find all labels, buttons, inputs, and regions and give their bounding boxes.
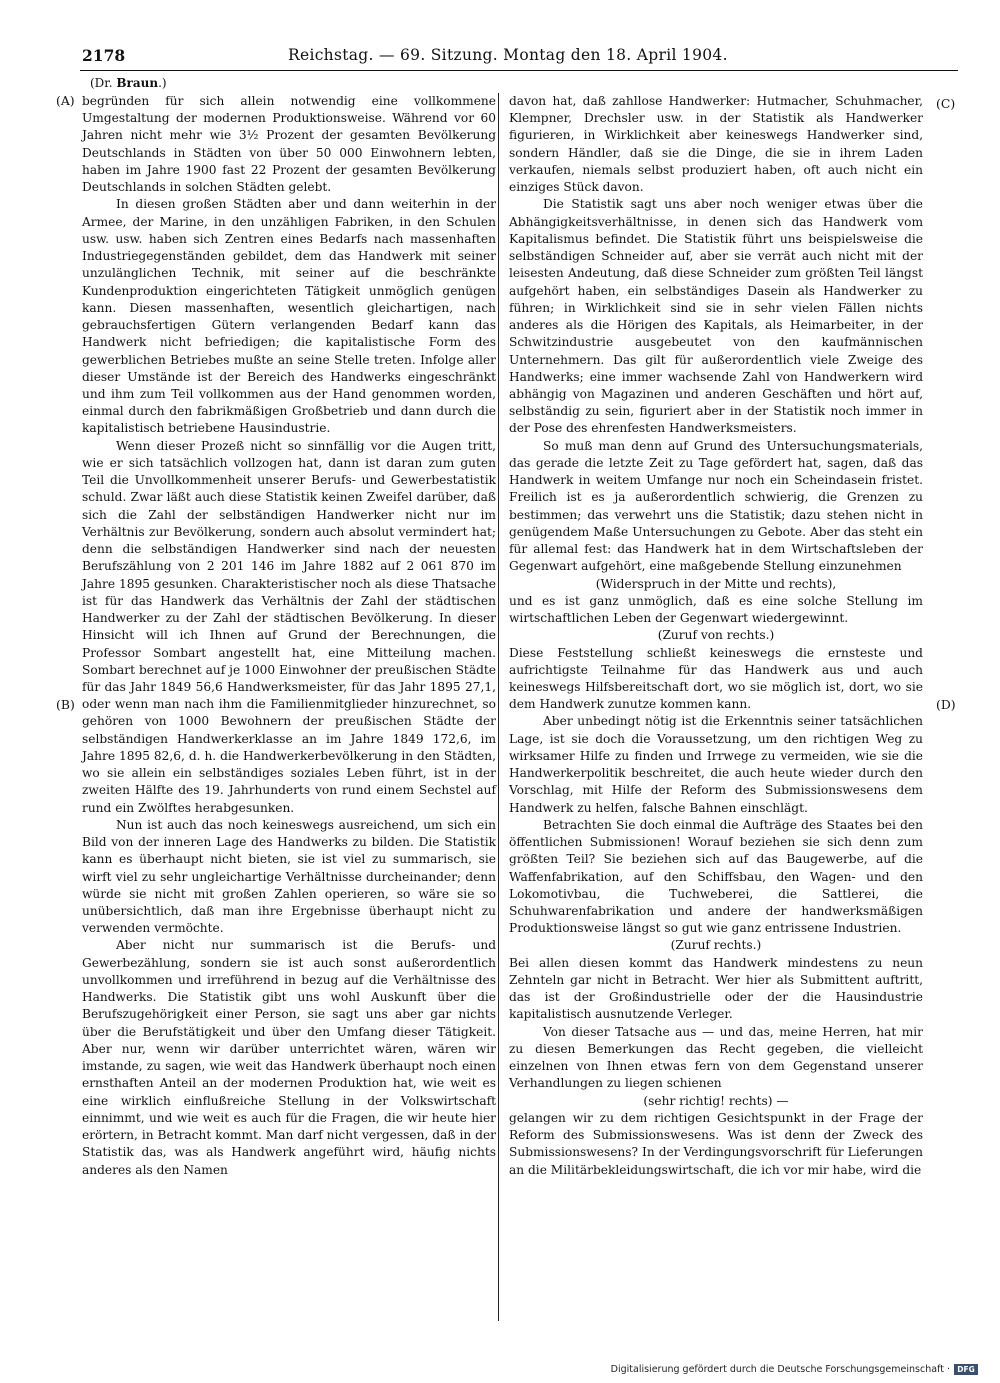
paragraph: (sehr richtig! rechts) — — [643, 1093, 789, 1108]
right-column — [509, 93, 923, 1179]
page-header — [80, 44, 958, 71]
page-number: 2178 — [82, 46, 126, 65]
left-column — [82, 93, 496, 1179]
paragraph: Nun ist auch das noch keineswegs ausreichend, um sich ein Bild von der inneren Lage des Handwerks zu bilden. Die Statistik kann es überhaupt nicht bieten, sie ist viel zu summarisch, sie wirft viel zu sehr ungleichartige Verhältnisse durcheinander; denn würde sie nicht mit großen Zahlen operieren, so wäre sie so unübersichtlich, daß man ihre Ergebnisse überhaupt nicht zu verwenden vermöchte. — [82, 817, 496, 936]
paragraph: und es ist ganz unmöglich, daß es eine solche Stellung im wirtschaftlichen Leben der Gegenwart wiedergewinnt. — [509, 593, 923, 626]
speaker-prefix: (Dr. — [90, 76, 117, 90]
speaker-label — [90, 76, 167, 90]
paragraph: Von dieser Tatsache aus — und das, meine Herren, hat mir zu diesen Bemerkungen das Recht gegeben, die vielleicht einzelnen von Ihnen etwas fern von dem Gegenstand unserer Verhandlungen zu liegen schienen — [509, 1024, 923, 1091]
paragraph: (Zuruf von rechts.) — [657, 628, 775, 643]
paragraph: So muß man denn auf Grund des Untersuchungsmaterials, das gerade die letzte Zeit zu Tage gefördert hat, sagen, daß das Handwerk in weitem Umfange nur noch ein Scheindasein fristet. Freilich ist es ja außerordentlich schwierig, die Grenzen zu bestimmen; das verwehrt uns die Statistik; dazu stehen nicht in genügendem Maße Untersuchungen zu Gebote. Aber das steht ein für allemal fest: das Handwerk hat in dem Wirtschaftsleben der Gegenwart aufgehört, eine maßgebende Stellung einzunehmen — [509, 438, 923, 574]
paragraph: Die Statistik sagt uns aber noch weniger etwas über die Abhängigkeitsverhältnisse, in denen sich das Handwerk vom Kapitalismus befindet. Die Statistik führt uns beispielsweise die selbständigen Schneider auf, aber sie verrät auch nicht mit der leisesten Andeutung, daß diese Schneider zum größten Teil längst aufgehört haben, ein selbständiges Dasein als Handwerker zu führen; in Wirklichkeit sind sie in sehr vielen Fällen nichts anderes als die Hörigen des Kapitals, als Heimarbeiter, in der Schwitzindustrie ausgebeutet von den kaufmännischen Unternehmern. Das gilt für außerordentlich viele Zweige des Handwerks; eine immer wachsende Zahl von Handwerkern wird abhängig von Magazinen und anderen Geschäften und hört auf, selbständig zu sein, figuriert aber in der Statistik noch immer in der Pose des ehrenfesten Handwerksmeisters. — [509, 197, 923, 436]
paragraph: begründen für sich allein notwendig eine vollkommene Umgestaltung der modernen Produktionsweise. Während vor 60 Jahren nicht mehr wie 3½ Prozent der gesamten Bevölkerung Deutschlands in Städten von über 50 000 Einwohnern lebten, haben im Jahre 1900 fast 22 Prozent der gesamten Bevölkerung Deutschlands in solchen Städten gelebt. — [82, 94, 496, 195]
paragraph: Wenn dieser Prozeß nicht so sinnfällig vor die Augen tritt, wie er sich tatsächlich vollzogen hat, dann ist daran zum guten Teil die Unvollkommenheit unserer Berufs- und Gewerbestatistik schuld. Zwar läßt auch diese Statistik keinen Zweifel darüber, daß sich die Zahl der selbständigen Handwerker nicht nur im Verhältnis zur Bevölkerung, sondern auch absolut vermindert hat; denn die selbständigen Handwerker sind nach der neuesten Berufszählung von 2 201 146 im Jahre 1882 auf 2 061 870 im Jahre 1895 gesunken. Charakteristischer noch als diese Thatsache ist für das Handwerk das Verhältnis der Zahl der städtischen Handwerker zu der Zahl der städtischen Bevölkerung. In dieser Hinsicht will ich Ihnen auf Grund der Berechnungen, die Professor Sombart angestellt hat, eine Mitteilung machen. Sombart berechnet auf je 1000 Einwohner der preußischen Städte für das Jahr 1849 56,6 Handwerksmeister, für das Jahr 1895 27,1, oder wenn man nach ihm die Familienmitglieder hinzurechnet, so gehören von 1000 Bewohnern der preußischen Städte der selbständigen Handwerkerklasse an im Jahre 1849 172,6, im Jahre 1895 82,6, d. h. die Handwerkerbevölkerung in den Städten, wo sie allein ein selbständiges soziales Leben führt, ist in der zweiten Hälfte des 19. Jahrhunderts von rund einem Sechstel auf rund ein Zwölftes herabgesunken. — [82, 438, 496, 815]
paragraph: davon hat, daß zahllose Handwerker: Hutmacher, Schuhmacher, Klempner, Drechsler usw. in der Statistik als Handwerker figurieren, in Wirklichkeit aber keineswegs Handwerker sind, sondern Händler, daß sie die Dinge, die sie in ihrem Laden verkaufen, niemals selbst produziert haben, oft auch nicht ein einziges Stück davon. — [509, 94, 923, 195]
margin-marker-b: (B) — [56, 697, 75, 712]
margin-marker-a: (A) — [56, 93, 75, 108]
paragraph: Bei allen diesen kommt das Handwerk mindestens zu neun Zehnteln gar nicht in Betracht. Wer hier als Submittent auftritt, das ist der Großindustrielle oder der die Hausindustrie kapitalistisch ausnutzende Verleger. — [509, 955, 923, 1022]
speaker-name: Braun — [116, 76, 159, 90]
paragraph: Diese Feststellung schließt keineswegs die ernsteste und aufrichtigste Teilnahme für das Handwerk aus und auch keineswegs Hilfsbereitschaft dort, wo sie möglich ist, dort, wo sie dem Handwerk zunutze kommen kann. — [509, 645, 923, 712]
margin-marker-d: (D) — [936, 697, 956, 712]
running-head: Reichstag. — 69. Sitzung. Montag den 18. April 1904. — [288, 46, 728, 64]
margin-marker-c: (C) — [936, 96, 956, 111]
column-divider — [498, 93, 499, 1321]
speaker-suffix: .) — [158, 76, 167, 90]
footer-credit: Digitalisierung gefördert durch die Deutsche Forschungsgemeinschaft · — [610, 1364, 950, 1375]
footer — [611, 1364, 978, 1375]
dfg-logo-icon: DFG — [954, 1364, 978, 1375]
paragraph: Aber unbedingt nötig ist die Erkenntnis seiner tatsächlichen Lage, ist sie doch die Voraussetzung, um den richtigen Weg zu wirksamer Hilfe zu finden und Irrwege zu vermeiden, wie sie die Handwerkerpolitik beschreitet, die auch heute wieder durch den Vorschlag, mit Hilfe der Reform des Submissionswesens dem Handwerk zu helfen, falsche Bahnen einschlägt. — [509, 714, 923, 815]
paragraph: Betrachten Sie doch einmal die Aufträge des Staates bei den öffentlichen Submissionen! Worauf beziehen sie sich denn zum größten Teil? Sie beziehen sich auf das Baugewerbe, auf die Waffenfabrikation, auf den Schiffsbau, den Wagen- und den Lokomotivbau, die Tuchweberei, die Sattlerei, die Schuhwarenfabrikation und andere der handwerksmäßigen Produktionsweise längst so gut wie ganz entrissene Industrien. — [509, 817, 923, 936]
paragraph: (Zuruf rechts.) — [670, 938, 762, 953]
paragraph: Aber nicht nur summarisch ist die Berufs- und Gewerbezählung, sondern sie ist auch sonst außerordentlich unvollkommen und irreführend in bezug auf die Verhältnisse des Handwerks. Die Statistik gibt uns wohl Auskunft über die Berufszugehörigkeit einer Person, sie sagt uns aber gar nichts über die Berufstätigkeit und über den Umfang dieser Tätigkeit. Aber nur, wenn wir darüber unterrichtet wären, wären wir imstande, zu sagen, wie weit das Handwerk überhaupt noch einen ernsthaften Anteil an der modernen Produktion hat, wie weit es eine wirklich einflußreiche Stellung in der Volkswirtschaft einnimmt, und wie weit es auch für die Fragen, die wir heute hier erörtern, in Betracht kommt. Man darf nicht vergessen, daß in der Statistik das, was als Handwerk angeführt wird, häufig nichts anderes als den Namen — [82, 938, 496, 1177]
paragraph: In diesen großen Städten aber und dann weiterhin in der Armee, der Marine, in den unzähligen Fabriken, in den Schulen usw. usw. haben sich Zentren eines Bedarfs nach massenhaften Industriegegenständen gebildet, dem das Handwerk mit seiner unzulänglichen Technik, mit seiner auf die beschränkte Kundenproduktion eingerichteten Tätigkeit unmöglich genügen kann. Diesen massenhaften, wesentlich gleichartigen, nach gebrauchsfertigen Gütern verlangenden Bedarf kann das Handwerk nicht befriedigen; die kapitalistische Form des gewerblichen Betriebes mußte an seine Stelle treten. Infolge aller dieser Umstände ist der Bereich des Handwerks eingeschränkt und ihm zum Teil vollkommen aus der Hand genommen worden, einmal durch den fabrikmäßigen Großbetrieb und dann durch die kapitalistisch betriebene Hausindustrie. — [82, 197, 496, 436]
paragraph: gelangen wir zu dem richtigen Gesichtspunkt in der Frage der Reform des Submissionswesens. Was ist denn der Zweck des Submissionswesens? In der Verdingungsvorschrift für Lieferungen an die Militärbekleidungswirtschaft, die ich vor mir habe, wird die — [509, 1110, 923, 1177]
paragraph: (Widerspruch in der Mitte und rechts), — [595, 576, 837, 591]
